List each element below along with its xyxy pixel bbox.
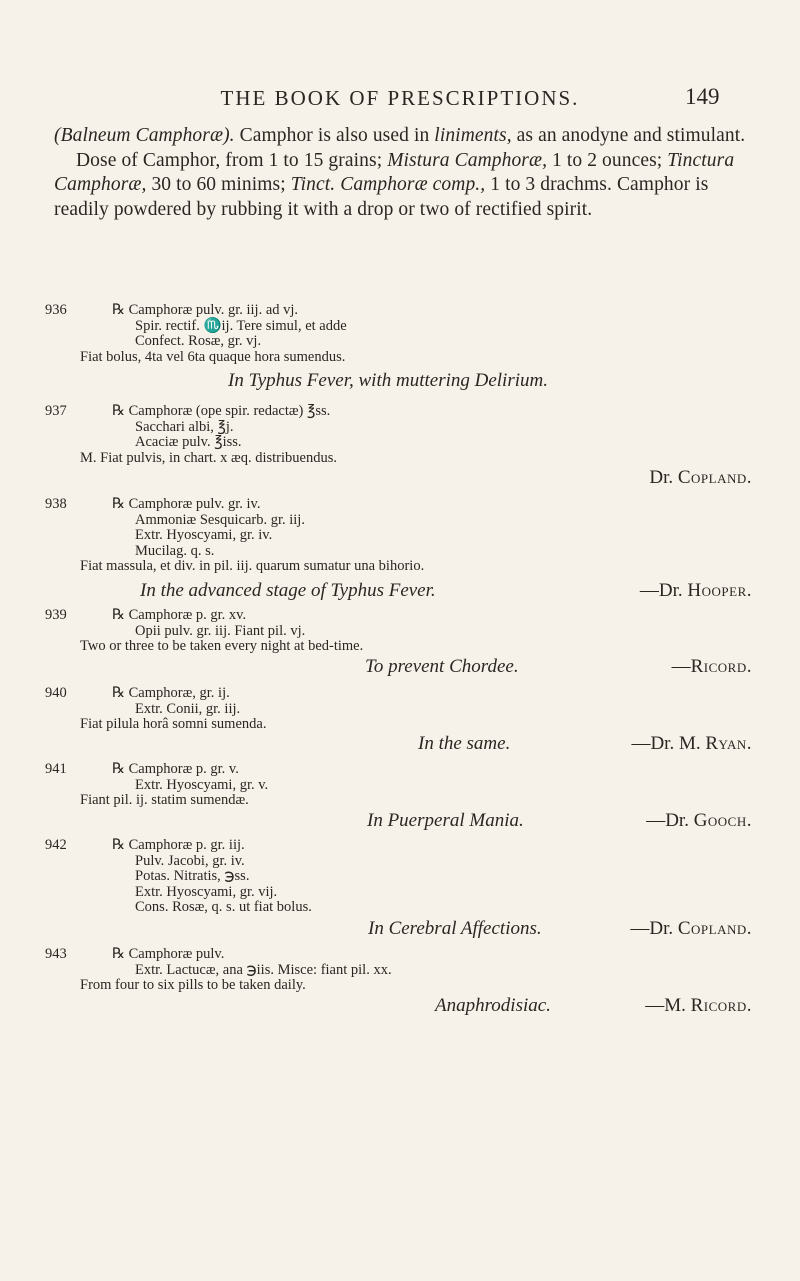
author-name: Ricord. bbox=[690, 995, 752, 1016]
prescription-line: Fiat pilula horâ somni sumenda. bbox=[80, 716, 267, 733]
prescription-line: ℞ Camphoræ (ope spir. redactæ) ℥ss. bbox=[112, 403, 331, 419]
prescription-line: Sacchari albi, ℥j. bbox=[135, 418, 234, 435]
prescription-line: Potas. Nitratis, ℈ss. bbox=[135, 868, 250, 885]
entry-author bbox=[630, 918, 752, 940]
prescription-line: ℞ Camphoræ pulv. bbox=[112, 946, 225, 962]
prescription-line: Fiat bolus, 4ta vel 6ta quaque hora sumendus. bbox=[80, 348, 346, 365]
prescription-line: Cons. Rosæ, q. s. ut fiat bolus. bbox=[135, 899, 312, 916]
author-prefix: Dr. bbox=[649, 467, 678, 488]
prescription-line: Confect. Rosæ, gr. vj. bbox=[135, 333, 262, 350]
prescription-line: Fiant pil. ij. statim sumendæ. bbox=[80, 792, 249, 809]
prescription-body bbox=[80, 762, 268, 809]
author-name: Gooch. bbox=[693, 810, 752, 831]
prescription-body bbox=[80, 686, 266, 733]
prescription-line: Extr. Lactucæ, ana ℈iis. Misce: fiant pil. xx. bbox=[135, 961, 392, 978]
author-name: Ryan. bbox=[705, 733, 752, 754]
author-prefix: —M. bbox=[645, 995, 691, 1016]
prescription-line: Pulv. Jacobi, gr. iv. bbox=[135, 852, 245, 869]
author-name: Ricord. bbox=[690, 656, 752, 677]
prescription-line: ℞ Camphoræ pulv. gr. iv. bbox=[112, 496, 261, 512]
prescription-body bbox=[80, 838, 312, 916]
prescription-line: Opii pulv. gr. iij. Fiant pil. vj. bbox=[135, 622, 306, 639]
intro-text bbox=[54, 124, 754, 222]
prescription-body bbox=[80, 608, 363, 655]
entry-author bbox=[631, 733, 752, 755]
entry-number: 936 bbox=[45, 302, 67, 318]
entry-number: 939 bbox=[45, 607, 67, 623]
prescription-line: ℞ Camphoræ p. gr. iij. bbox=[112, 837, 245, 853]
entry-caption: In Puerperal Mania. bbox=[367, 810, 524, 831]
prescription-line: Extr. Hyoscyami, gr. vij. bbox=[135, 883, 278, 900]
intro-paragraph-1 bbox=[54, 124, 754, 149]
author-name: Hooper. bbox=[687, 580, 752, 601]
prescription-line: Extr. Hyoscyami, gr. iv. bbox=[135, 527, 273, 544]
entry-number: 943 bbox=[45, 946, 67, 962]
prescription-line: Fiat massula, et div. in pil. iij. quarum sumatur una bihorio. bbox=[80, 558, 425, 575]
entry-caption: In the same. bbox=[418, 733, 511, 754]
tinctura-term: Tinctura Camphoræ, bbox=[54, 149, 735, 196]
prescription-line: ℞ Camphoræ p. gr. xv. bbox=[112, 607, 247, 623]
page-header bbox=[0, 86, 800, 116]
entry-author bbox=[640, 580, 752, 602]
prescription-line: Acaciæ pulv. ℥iss. bbox=[135, 434, 242, 451]
entry-number: 941 bbox=[45, 761, 67, 777]
prescription-line: From four to six pills to be taken daily. bbox=[80, 977, 306, 994]
entry-number: 938 bbox=[45, 496, 67, 512]
dose-text-4: 1 to 3 drachms. Camphor is readily powdered by rubbing it with a drop or two of rectified spirit. bbox=[54, 174, 709, 220]
author-name: Copland. bbox=[677, 918, 752, 939]
entry-author bbox=[645, 995, 752, 1017]
entry-author bbox=[649, 467, 752, 489]
dose-text-3: 30 to 60 minims; bbox=[146, 174, 291, 196]
prescription-line: Extr. Conii, gr. iij. bbox=[135, 700, 241, 717]
tinct-comp-term: Tinct. Camphoræ comp., bbox=[290, 174, 486, 196]
liniments-term: liniments, bbox=[434, 125, 512, 146]
entry-caption: Anaphrodisiac. bbox=[435, 995, 551, 1016]
intro-text-2: as an anodyne and stimulant. bbox=[511, 125, 746, 146]
prescription-line: ℞ Camphoræ pulv. gr. iij. ad vj. bbox=[112, 302, 299, 318]
entry-number: 937 bbox=[45, 403, 67, 419]
prescription-line: ℞ Camphoræ, gr. ij. bbox=[112, 685, 230, 701]
balneum-title: (Balneum Camphoræ). bbox=[54, 125, 235, 146]
prescription-line: Ammoniæ Sesquicarb. gr. iij. bbox=[135, 511, 305, 528]
entry-number: 940 bbox=[45, 685, 67, 701]
entry-author bbox=[646, 810, 752, 832]
author-prefix: —Dr. M. bbox=[631, 733, 706, 754]
prescription-line: Extr. Hyoscyami, gr. v. bbox=[135, 776, 269, 793]
entry-caption: In Typhus Fever, with muttering Delirium. bbox=[228, 370, 548, 391]
prescription-line: ℞ Camphoræ p. gr. v. bbox=[112, 761, 239, 777]
prescription-body bbox=[80, 303, 347, 365]
dose-text-1: Dose of Camphor, from 1 to 15 grains; bbox=[76, 149, 388, 171]
dose-text-2: 1 to 2 ounces; bbox=[547, 149, 668, 171]
running-head: THE BOOK OF PRESCRIPTIONS. bbox=[220, 86, 580, 110]
author-prefix: —Dr. bbox=[630, 918, 678, 939]
intro-paragraph-2 bbox=[54, 149, 754, 223]
prescription-body bbox=[80, 404, 337, 466]
prescription-line: Mucilag. q. s. bbox=[135, 542, 215, 559]
entry-number: 942 bbox=[45, 837, 67, 853]
mistura-term: Mistura Camphoræ, bbox=[387, 149, 548, 171]
intro-text-1: Camphor is also used in bbox=[234, 125, 435, 146]
entry-caption: To prevent Chordee. bbox=[365, 656, 519, 677]
entry-caption: In Cerebral Affections. bbox=[368, 918, 542, 939]
prescription-body bbox=[80, 947, 392, 994]
author-prefix: — bbox=[671, 656, 691, 677]
author-prefix: —Dr. bbox=[646, 810, 694, 831]
page-number: 149 bbox=[685, 84, 720, 109]
author-name: Copland. bbox=[677, 467, 752, 488]
entry-author bbox=[672, 656, 752, 678]
entry-caption: In the advanced stage of Typhus Fever. bbox=[140, 580, 436, 601]
prescription-line: Spir. rectif. ♏ij. Tere simul, et adde bbox=[135, 317, 347, 334]
prescription-line: Two or three to be taken every night at bed-time. bbox=[80, 638, 364, 655]
prescription-line: M. Fiat pulvis, in chart. x æq. distribuendus. bbox=[80, 449, 337, 466]
author-prefix: —Dr. bbox=[639, 580, 688, 601]
prescription-body bbox=[80, 497, 424, 575]
